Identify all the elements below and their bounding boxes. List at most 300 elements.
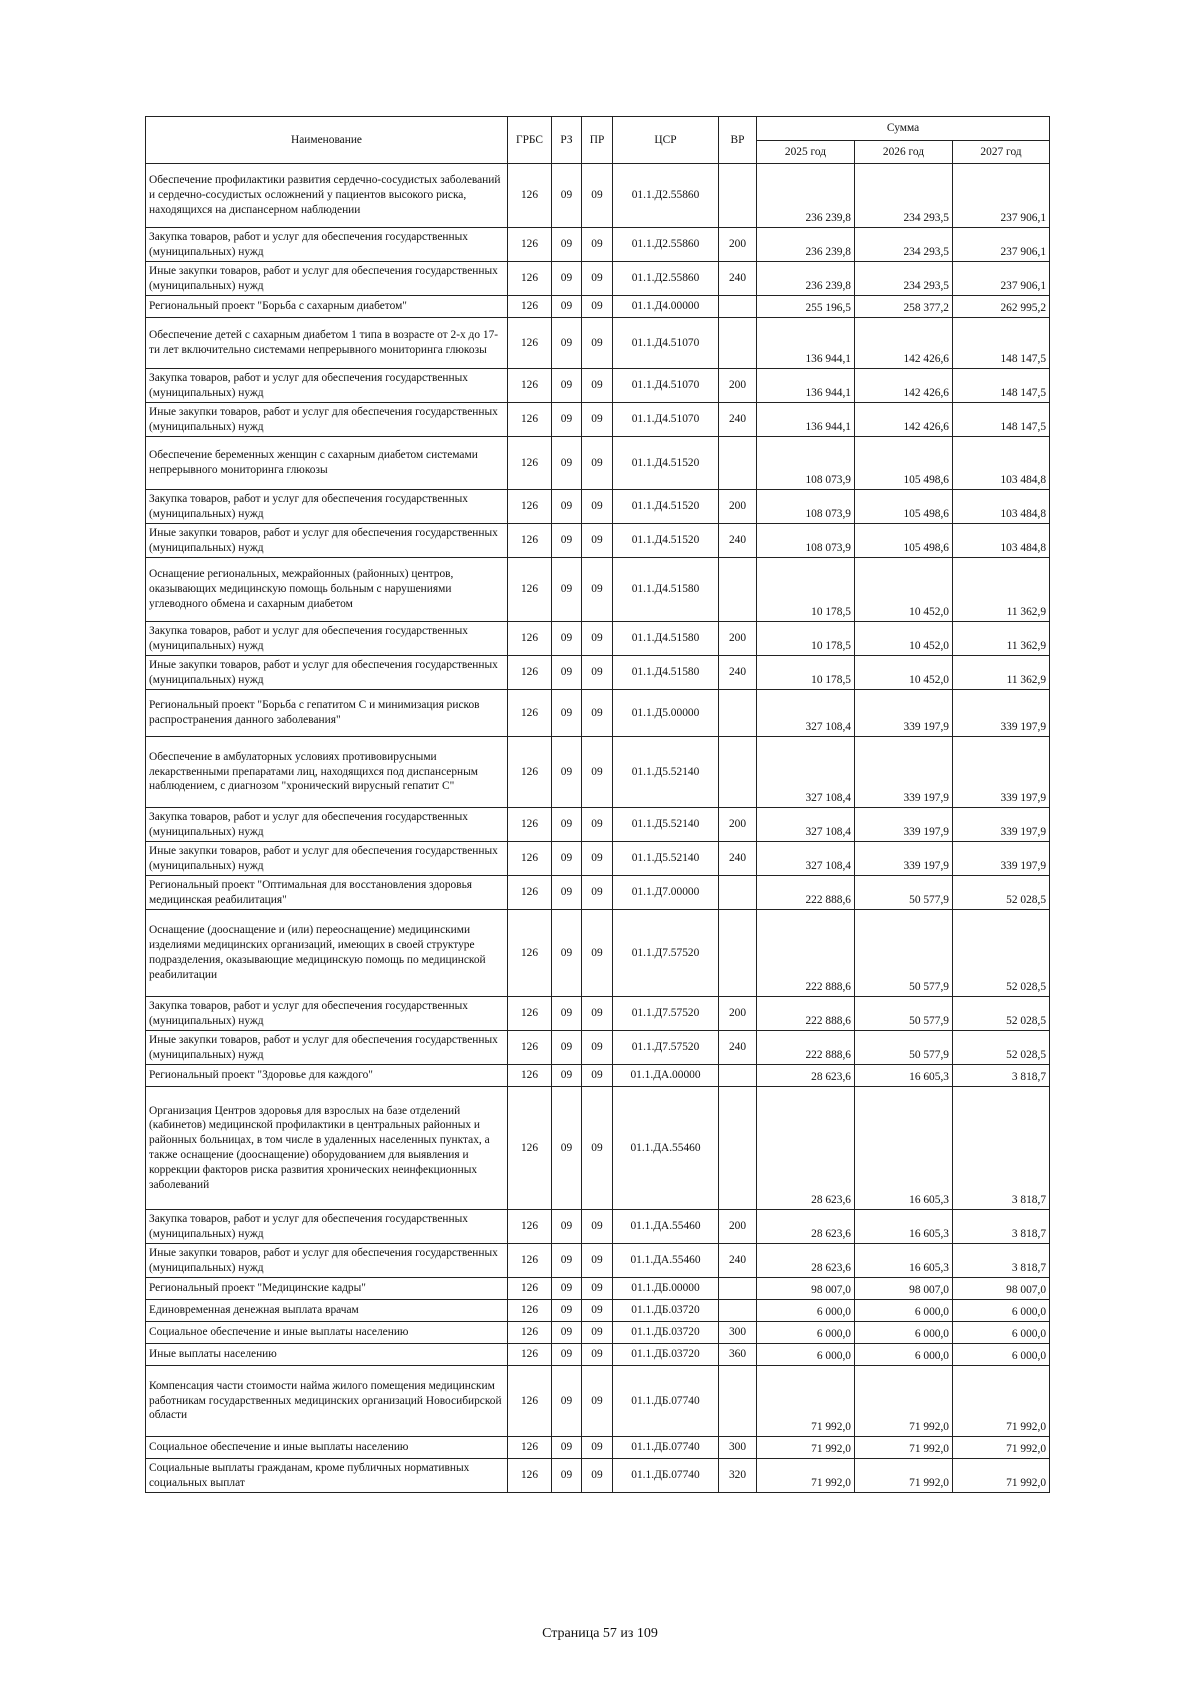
- row-name: Закупка товаров, работ и услуг для обеспечения государственных (муниципальных) нужд: [146, 228, 508, 262]
- header-2026: 2026 год: [855, 141, 953, 164]
- row-amount-2025: 236 239,8: [757, 262, 855, 296]
- row-pr: 09: [582, 1300, 613, 1322]
- row-amount-2026: 50 577,9: [855, 997, 953, 1031]
- row-grbs: 126: [508, 1031, 552, 1065]
- row-amount-2026: 16 605,3: [855, 1244, 953, 1278]
- row-grbs: 126: [508, 1210, 552, 1244]
- row-vr: 300: [719, 1437, 757, 1459]
- row-pr: 09: [582, 1366, 613, 1437]
- table-row: [146, 808, 1050, 842]
- row-csr: 01.1.ДА.55460: [613, 1087, 719, 1210]
- row-rz: 09: [552, 1210, 582, 1244]
- row-vr: [719, 1065, 757, 1087]
- row-pr: 09: [582, 403, 613, 437]
- row-grbs: 126: [508, 1300, 552, 1322]
- row-rz: 09: [552, 1031, 582, 1065]
- table-row: [146, 490, 1050, 524]
- row-amount-2025: 222 888,6: [757, 997, 855, 1031]
- row-amount-2026: 98 007,0: [855, 1278, 953, 1300]
- table-row: [146, 997, 1050, 1031]
- row-amount-2025: 10 178,5: [757, 622, 855, 656]
- row-grbs: 126: [508, 369, 552, 403]
- row-vr: [719, 437, 757, 490]
- row-vr: 240: [719, 524, 757, 558]
- row-grbs: 126: [508, 622, 552, 656]
- row-rz: 09: [552, 1087, 582, 1210]
- row-name: Организация Центров здоровья для взрослых на базе отделений (кабинетов) медицинской профилактики в центральных районных и районных больницах, в том числе в удаленных населенных пунктах, а также оснащение (дооснащение) оборудованием для выявления и коррекции факторов риска развития хронических неинфекционных заболеваний: [146, 1087, 508, 1210]
- row-pr: 09: [582, 737, 613, 808]
- row-amount-2025: 327 108,4: [757, 690, 855, 737]
- row-amount-2025: 327 108,4: [757, 842, 855, 876]
- row-vr: 360: [719, 1344, 757, 1366]
- row-amount-2025: 108 073,9: [757, 437, 855, 490]
- row-csr: 01.1.ДБ.03720: [613, 1300, 719, 1322]
- row-amount-2025: 28 623,6: [757, 1065, 855, 1087]
- row-amount-2027: 11 362,9: [953, 622, 1050, 656]
- table-row: [146, 876, 1050, 910]
- row-amount-2026: 50 577,9: [855, 1031, 953, 1065]
- row-csr: 01.1.Д4.51070: [613, 369, 719, 403]
- budget-table: [145, 116, 1050, 1493]
- row-rz: 09: [552, 656, 582, 690]
- row-amount-2027: 6 000,0: [953, 1300, 1050, 1322]
- row-name: Оснащение (дооснащение и (или) переоснащение) медицинскими изделиями медицинских организаций, имеющих в своей структуре подразделения, оказывающие медицинскую помощь по медицинской реабилитации: [146, 910, 508, 997]
- row-rz: 09: [552, 1244, 582, 1278]
- row-pr: 09: [582, 318, 613, 369]
- row-amount-2025: 327 108,4: [757, 737, 855, 808]
- row-pr: 09: [582, 228, 613, 262]
- row-grbs: 126: [508, 262, 552, 296]
- row-name: Закупка товаров, работ и услуг для обеспечения государственных (муниципальных) нужд: [146, 808, 508, 842]
- row-name: Обеспечение детей с сахарным диабетом 1 типа в возрасте от 2-х до 17-ти лет включительно системами непрерывного мониторинга глюкозы: [146, 318, 508, 369]
- row-amount-2027: 3 818,7: [953, 1065, 1050, 1087]
- row-csr: 01.1.Д5.52140: [613, 842, 719, 876]
- row-amount-2027: 339 197,9: [953, 737, 1050, 808]
- header-vr: ВР: [719, 117, 757, 164]
- row-pr: 09: [582, 1278, 613, 1300]
- row-amount-2027: 339 197,9: [953, 808, 1050, 842]
- row-csr: 01.1.Д7.57520: [613, 997, 719, 1031]
- row-csr: 01.1.Д7.00000: [613, 876, 719, 910]
- row-rz: 09: [552, 690, 582, 737]
- row-grbs: 126: [508, 1278, 552, 1300]
- row-rz: 09: [552, 1459, 582, 1493]
- row-amount-2026: 258 377,2: [855, 296, 953, 318]
- row-pr: 09: [582, 910, 613, 997]
- row-rz: 09: [552, 437, 582, 490]
- row-amount-2027: 52 028,5: [953, 1031, 1050, 1065]
- row-amount-2026: 50 577,9: [855, 910, 953, 997]
- row-vr: 200: [719, 490, 757, 524]
- row-amount-2026: 339 197,9: [855, 808, 953, 842]
- row-amount-2027: 339 197,9: [953, 690, 1050, 737]
- row-pr: 09: [582, 1065, 613, 1087]
- row-amount-2027: 237 906,1: [953, 262, 1050, 296]
- row-rz: 09: [552, 808, 582, 842]
- row-pr: 09: [582, 1031, 613, 1065]
- row-vr: 240: [719, 656, 757, 690]
- row-grbs: 126: [508, 1322, 552, 1344]
- row-vr: 200: [719, 808, 757, 842]
- row-amount-2027: 52 028,5: [953, 997, 1050, 1031]
- table-row: [146, 690, 1050, 737]
- row-grbs: 126: [508, 228, 552, 262]
- row-amount-2026: 10 452,0: [855, 656, 953, 690]
- row-amount-2027: 11 362,9: [953, 558, 1050, 622]
- row-amount-2027: 11 362,9: [953, 656, 1050, 690]
- row-pr: 09: [582, 164, 613, 228]
- row-amount-2027: 3 818,7: [953, 1210, 1050, 1244]
- row-amount-2025: 6 000,0: [757, 1300, 855, 1322]
- row-name: Оснащение региональных, межрайонных (районных) центров, оказывающих медицинскую помощь больным с нарушениями углеводного обмена и сахарным диабетом: [146, 558, 508, 622]
- row-amount-2025: 108 073,9: [757, 524, 855, 558]
- row-name: Закупка товаров, работ и услуг для обеспечения государственных (муниципальных) нужд: [146, 997, 508, 1031]
- row-vr: 200: [719, 228, 757, 262]
- row-vr: [719, 910, 757, 997]
- table-row: [146, 1322, 1050, 1344]
- row-csr: 01.1.Д4.51520: [613, 437, 719, 490]
- row-rz: 09: [552, 997, 582, 1031]
- row-rz: 09: [552, 369, 582, 403]
- row-rz: 09: [552, 1437, 582, 1459]
- row-rz: 09: [552, 1278, 582, 1300]
- row-vr: 240: [719, 262, 757, 296]
- row-name: Иные закупки товаров, работ и услуг для обеспечения государственных (муниципальных) нужд: [146, 403, 508, 437]
- row-amount-2025: 98 007,0: [757, 1278, 855, 1300]
- row-pr: 09: [582, 656, 613, 690]
- row-name: Региональный проект "Оптимальная для восстановления здоровья медицинская реабилитация": [146, 876, 508, 910]
- row-rz: 09: [552, 228, 582, 262]
- row-grbs: 126: [508, 997, 552, 1031]
- row-amount-2027: 3 818,7: [953, 1244, 1050, 1278]
- row-pr: 09: [582, 296, 613, 318]
- table-row: [146, 622, 1050, 656]
- row-vr: [719, 1087, 757, 1210]
- row-amount-2025: 6 000,0: [757, 1322, 855, 1344]
- row-grbs: 126: [508, 524, 552, 558]
- row-amount-2025: 10 178,5: [757, 558, 855, 622]
- row-amount-2025: 28 623,6: [757, 1244, 855, 1278]
- row-amount-2025: 222 888,6: [757, 1031, 855, 1065]
- row-amount-2027: 148 147,5: [953, 403, 1050, 437]
- row-name: Региональный проект "Медицинские кадры": [146, 1278, 508, 1300]
- row-rz: 09: [552, 318, 582, 369]
- row-csr: 01.1.ДБ.07740: [613, 1459, 719, 1493]
- row-amount-2026: 105 498,6: [855, 437, 953, 490]
- row-amount-2025: 236 239,8: [757, 164, 855, 228]
- table-row: [146, 318, 1050, 369]
- row-vr: [719, 1278, 757, 1300]
- row-grbs: 126: [508, 1437, 552, 1459]
- row-pr: 09: [582, 1244, 613, 1278]
- row-amount-2026: 6 000,0: [855, 1300, 953, 1322]
- row-grbs: 126: [508, 490, 552, 524]
- row-vr: 200: [719, 369, 757, 403]
- row-rz: 09: [552, 910, 582, 997]
- table-row: [146, 262, 1050, 296]
- row-csr: 01.1.ДБ.07740: [613, 1366, 719, 1437]
- table-row: [146, 1087, 1050, 1210]
- row-rz: 09: [552, 1322, 582, 1344]
- row-pr: 09: [582, 558, 613, 622]
- row-pr: 09: [582, 690, 613, 737]
- row-vr: 200: [719, 622, 757, 656]
- row-csr: 01.1.Д2.55860: [613, 262, 719, 296]
- row-csr: 01.1.ДБ.00000: [613, 1278, 719, 1300]
- row-pr: 09: [582, 1087, 613, 1210]
- row-rz: 09: [552, 524, 582, 558]
- row-vr: 240: [719, 403, 757, 437]
- header-pr: ПР: [582, 117, 613, 164]
- row-amount-2027: 71 992,0: [953, 1366, 1050, 1437]
- table-row: [146, 296, 1050, 318]
- row-amount-2027: 6 000,0: [953, 1322, 1050, 1344]
- row-csr: 01.1.Д4.51070: [613, 318, 719, 369]
- row-vr: 240: [719, 842, 757, 876]
- header-row-top: [146, 117, 1050, 141]
- row-name: Иные закупки товаров, работ и услуг для обеспечения государственных (муниципальных) нужд: [146, 262, 508, 296]
- row-vr: 240: [719, 1031, 757, 1065]
- row-vr: 300: [719, 1322, 757, 1344]
- row-amount-2026: 10 452,0: [855, 558, 953, 622]
- row-pr: 09: [582, 997, 613, 1031]
- row-amount-2026: 10 452,0: [855, 622, 953, 656]
- row-amount-2027: 71 992,0: [953, 1459, 1050, 1493]
- row-amount-2025: 136 944,1: [757, 318, 855, 369]
- row-amount-2027: 6 000,0: [953, 1344, 1050, 1366]
- row-vr: [719, 164, 757, 228]
- row-amount-2026: 142 426,6: [855, 318, 953, 369]
- row-rz: 09: [552, 262, 582, 296]
- row-vr: [719, 1366, 757, 1437]
- row-pr: 09: [582, 524, 613, 558]
- table-row: [146, 369, 1050, 403]
- row-amount-2026: 339 197,9: [855, 842, 953, 876]
- row-vr: 320: [719, 1459, 757, 1493]
- row-grbs: 126: [508, 876, 552, 910]
- row-amount-2025: 6 000,0: [757, 1344, 855, 1366]
- row-amount-2026: 16 605,3: [855, 1065, 953, 1087]
- row-name: Обеспечение профилактики развития сердечно-сосудистых заболеваний и сердечно-сосудистых осложнений у пациентов высокого риска, находящихся на диспансерном наблюдении: [146, 164, 508, 228]
- row-amount-2026: 71 992,0: [855, 1459, 953, 1493]
- header-grbs: ГРБС: [508, 117, 552, 164]
- row-grbs: 126: [508, 403, 552, 437]
- table-row: [146, 910, 1050, 997]
- row-rz: 09: [552, 622, 582, 656]
- row-name: Региональный проект "Борьба с гепатитом С и минимизация рисков распространения данного заболевания": [146, 690, 508, 737]
- row-rz: 09: [552, 1366, 582, 1437]
- row-grbs: 126: [508, 318, 552, 369]
- header-rz: РЗ: [552, 117, 582, 164]
- row-csr: 01.1.Д5.52140: [613, 737, 719, 808]
- row-grbs: 126: [508, 1344, 552, 1366]
- row-name: Иные выплаты населению: [146, 1344, 508, 1366]
- table-row: [146, 164, 1050, 228]
- table-row: [146, 1366, 1050, 1437]
- row-grbs: 126: [508, 842, 552, 876]
- row-name: Иные закупки товаров, работ и услуг для обеспечения государственных (муниципальных) нужд: [146, 656, 508, 690]
- row-amount-2027: 262 995,2: [953, 296, 1050, 318]
- table-row: [146, 437, 1050, 490]
- header-name: Наименование: [146, 117, 508, 164]
- row-amount-2025: 28 623,6: [757, 1210, 855, 1244]
- row-vr: [719, 296, 757, 318]
- row-vr: [719, 876, 757, 910]
- row-rz: 09: [552, 490, 582, 524]
- row-rz: 09: [552, 1344, 582, 1366]
- row-name: Региональный проект "Здоровье для каждого": [146, 1065, 508, 1087]
- table-body: [146, 164, 1050, 1493]
- row-amount-2026: 105 498,6: [855, 524, 953, 558]
- row-csr: 01.1.Д2.55860: [613, 164, 719, 228]
- row-csr: 01.1.Д4.51070: [613, 403, 719, 437]
- row-csr: 01.1.ДА.55460: [613, 1244, 719, 1278]
- row-csr: 01.1.ДА.00000: [613, 1065, 719, 1087]
- row-amount-2025: 136 944,1: [757, 369, 855, 403]
- row-csr: 01.1.Д2.55860: [613, 228, 719, 262]
- row-vr: 200: [719, 1210, 757, 1244]
- row-amount-2025: 71 992,0: [757, 1459, 855, 1493]
- row-name: Обеспечение в амбулаторных условиях противовирусными лекарственными препаратами лиц, находящихся под диспансерным наблюдением, с диагнозом "хронический вирусный гепатит С": [146, 737, 508, 808]
- table-row: [146, 403, 1050, 437]
- row-amount-2027: 339 197,9: [953, 842, 1050, 876]
- table-row: [146, 1065, 1050, 1087]
- table-row: [146, 842, 1050, 876]
- table-row: [146, 1344, 1050, 1366]
- row-pr: 09: [582, 1437, 613, 1459]
- row-csr: 01.1.Д4.51580: [613, 558, 719, 622]
- row-amount-2026: 6 000,0: [855, 1322, 953, 1344]
- table-row: [146, 1210, 1050, 1244]
- row-amount-2026: 234 293,5: [855, 228, 953, 262]
- row-amount-2025: 222 888,6: [757, 910, 855, 997]
- row-grbs: 126: [508, 690, 552, 737]
- row-name: Закупка товаров, работ и услуг для обеспечения государственных (муниципальных) нужд: [146, 1210, 508, 1244]
- row-amount-2027: 103 484,8: [953, 490, 1050, 524]
- row-rz: 09: [552, 842, 582, 876]
- row-amount-2025: 236 239,8: [757, 228, 855, 262]
- row-amount-2026: 339 197,9: [855, 737, 953, 808]
- row-amount-2025: 136 944,1: [757, 403, 855, 437]
- row-csr: 01.1.ДБ.03720: [613, 1322, 719, 1344]
- row-vr: [719, 558, 757, 622]
- row-vr: 200: [719, 997, 757, 1031]
- row-amount-2025: 71 992,0: [757, 1366, 855, 1437]
- row-name: Иные закупки товаров, работ и услуг для обеспечения государственных (муниципальных) нужд: [146, 1031, 508, 1065]
- row-pr: 09: [582, 1210, 613, 1244]
- row-grbs: 126: [508, 1065, 552, 1087]
- row-amount-2026: 50 577,9: [855, 876, 953, 910]
- row-grbs: 126: [508, 1087, 552, 1210]
- row-amount-2027: 98 007,0: [953, 1278, 1050, 1300]
- row-csr: 01.1.Д5.52140: [613, 808, 719, 842]
- row-csr: 01.1.Д4.51580: [613, 656, 719, 690]
- header-2025: 2025 год: [757, 141, 855, 164]
- row-name: Иные закупки товаров, работ и услуг для обеспечения государственных (муниципальных) нужд: [146, 842, 508, 876]
- row-pr: 09: [582, 369, 613, 403]
- table-row: [146, 1031, 1050, 1065]
- row-pr: 09: [582, 490, 613, 524]
- table-row: [146, 1244, 1050, 1278]
- row-amount-2025: 10 178,5: [757, 656, 855, 690]
- row-name: Региональный проект "Борьба с сахарным диабетом": [146, 296, 508, 318]
- table-row: [146, 558, 1050, 622]
- row-name: Иные закупки товаров, работ и услуг для обеспечения государственных (муниципальных) нужд: [146, 1244, 508, 1278]
- row-amount-2025: 222 888,6: [757, 876, 855, 910]
- row-amount-2026: 142 426,6: [855, 403, 953, 437]
- row-csr: 01.1.ДБ.07740: [613, 1437, 719, 1459]
- row-amount-2026: 105 498,6: [855, 490, 953, 524]
- row-pr: 09: [582, 262, 613, 296]
- row-rz: 09: [552, 737, 582, 808]
- row-rz: 09: [552, 403, 582, 437]
- row-pr: 09: [582, 1344, 613, 1366]
- row-grbs: 126: [508, 437, 552, 490]
- row-grbs: 126: [508, 164, 552, 228]
- row-csr: 01.1.Д4.51520: [613, 490, 719, 524]
- page-number: Страница 57 из 109: [542, 1626, 658, 1641]
- row-amount-2026: 71 992,0: [855, 1366, 953, 1437]
- header-csr: ЦСР: [613, 117, 719, 164]
- row-pr: 09: [582, 1459, 613, 1493]
- table-row: [146, 524, 1050, 558]
- row-grbs: 126: [508, 1366, 552, 1437]
- row-name: Социальное обеспечение и иные выплаты населению: [146, 1437, 508, 1459]
- row-amount-2026: 234 293,5: [855, 164, 953, 228]
- row-amount-2027: 148 147,5: [953, 318, 1050, 369]
- row-rz: 09: [552, 1065, 582, 1087]
- row-amount-2026: 16 605,3: [855, 1087, 953, 1210]
- row-amount-2027: 237 906,1: [953, 228, 1050, 262]
- row-vr: [719, 737, 757, 808]
- row-pr: 09: [582, 622, 613, 656]
- row-name: Обеспечение беременных женщин с сахарным диабетом системами непрерывного мониторинга глюкозы: [146, 437, 508, 490]
- row-rz: 09: [552, 558, 582, 622]
- row-grbs: 126: [508, 1244, 552, 1278]
- row-rz: 09: [552, 296, 582, 318]
- row-name: Единовременная денежная выплата врачам: [146, 1300, 508, 1322]
- table-row: [146, 1300, 1050, 1322]
- row-amount-2027: 52 028,5: [953, 910, 1050, 997]
- row-amount-2027: 148 147,5: [953, 369, 1050, 403]
- table-row: [146, 228, 1050, 262]
- row-csr: 01.1.Д7.57520: [613, 910, 719, 997]
- row-vr: [719, 318, 757, 369]
- row-name: Иные закупки товаров, работ и услуг для обеспечения государственных (муниципальных) нужд: [146, 524, 508, 558]
- row-name: Закупка товаров, работ и услуг для обеспечения государственных (муниципальных) нужд: [146, 622, 508, 656]
- row-amount-2027: 237 906,1: [953, 164, 1050, 228]
- row-grbs: 126: [508, 808, 552, 842]
- row-name: Социальные выплаты гражданам, кроме публичных нормативных социальных выплат: [146, 1459, 508, 1493]
- row-amount-2025: 28 623,6: [757, 1087, 855, 1210]
- row-rz: 09: [552, 164, 582, 228]
- row-amount-2027: 3 818,7: [953, 1087, 1050, 1210]
- row-amount-2026: 339 197,9: [855, 690, 953, 737]
- row-vr: 240: [719, 1244, 757, 1278]
- row-amount-2025: 255 196,5: [757, 296, 855, 318]
- row-csr: 01.1.Д4.51520: [613, 524, 719, 558]
- row-vr: [719, 690, 757, 737]
- table-row: [146, 1278, 1050, 1300]
- row-vr: [719, 1300, 757, 1322]
- row-grbs: 126: [508, 656, 552, 690]
- row-amount-2027: 103 484,8: [953, 437, 1050, 490]
- row-amount-2025: 71 992,0: [757, 1437, 855, 1459]
- row-csr: 01.1.Д4.51580: [613, 622, 719, 656]
- row-amount-2026: 142 426,6: [855, 369, 953, 403]
- row-pr: 09: [582, 437, 613, 490]
- header-2027: 2027 год: [953, 141, 1050, 164]
